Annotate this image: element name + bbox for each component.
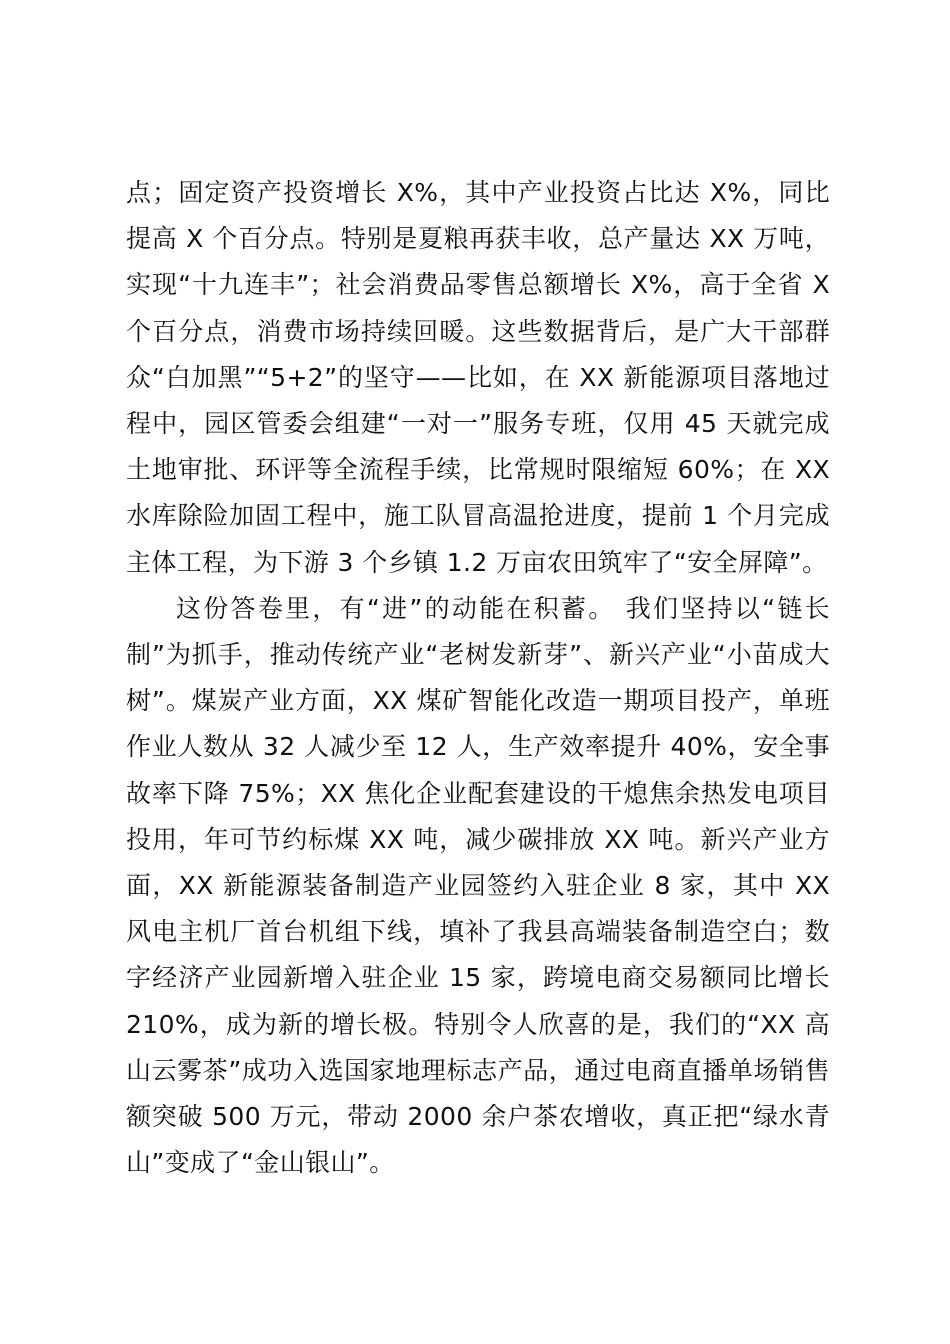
document-body [126, 170, 830, 1186]
paragraph-2: 这份答卷里，有“进”的动能在积蓄。 我们坚持以“链长制”为抓手，推动传统产业“老树发新芽”、新兴产业“小苗成大树”。煤炭产业方面，XX 煤矿智能化改造一期项目投产，单班作业人数从 32 人减少至 12 人，生产效率提升 40%，安全事故率下降 75%；XX 焦化企业配套建设的干熄焦余热发电项目投用，年可节约标煤 XX 吨，减少碳排放 XX 吨。新兴产业方面，XX 新能源装备制造产业园签约入驻企业 8 家，其中 XX 风电主机厂首台机组下线，填补了我县高端装备制造空白；数字经济产业园新增入驻企业 15 家，跨境电商交易额同比增长 210%，成为新的增长极。特别令人欣喜的是，我们的“XX 高山云雾茶”成功入选国家地理标志产品，通过电商直播单场销售额突破 500 万元，带动 2000 余户茶农增收，真正把“绿水青山”变成了“金山银山”。 [126, 593, 830, 1178]
paragraph-1: 点；固定资产投资增长 X%，其中产业投资占比达 X%，同比提高 X 个百分点。特别是夏粮再获丰收，总产量达 XX 万吨，实现“十九连丰”；社会消费品零售总额增长 X%，高于全省 X 个百分点，消费市场持续回暖。这些数据背后，是广大干部群众“白加黑”“5+2”的坚守——比如，在 XX 新能源项目落地过程中，园区管委会组建“一对一”服务专班，仅用 45 天就完成土地审批、环评等全流程手续，比常规时限缩短 60%；在 XX 水库除险加固工程中，施工队冒高温抢进度，提前 1 个月完成主体工程，为下游 3 个乡镇 1.2 万亩农田筑牢了“安全屏障”。 [126, 178, 830, 577]
